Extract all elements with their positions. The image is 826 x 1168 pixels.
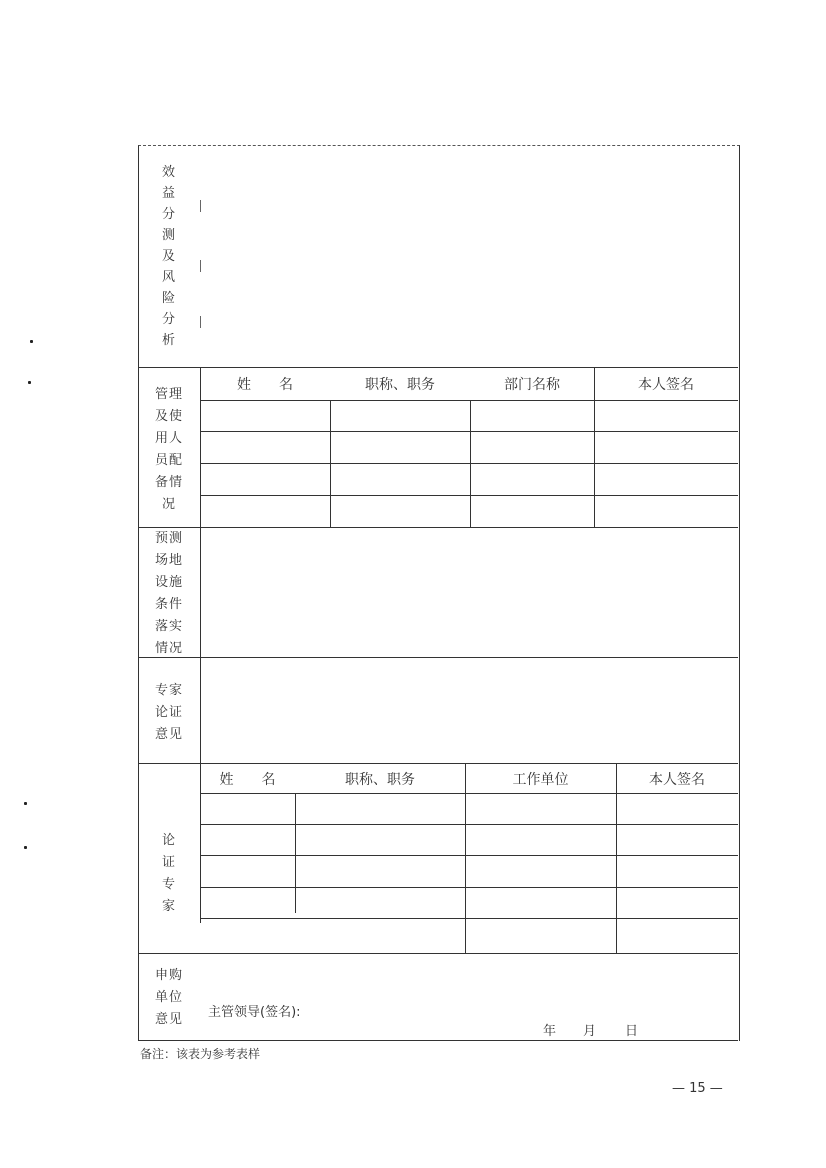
date-month: 月 [583,1024,597,1039]
date-year: 年 [543,1024,557,1039]
section-divider [138,367,738,368]
staff-header-department: 部门名称 [504,377,560,393]
footnote: 备注：该表为参考表样 [140,1047,261,1061]
staff-header-signature: 本人签名 [638,377,694,393]
table-row-divider [200,887,738,888]
section-divider [138,657,738,658]
date-day: 日 [625,1024,639,1039]
form-bottom-border [138,1040,738,1041]
form-frame [138,145,740,1041]
scan-speck [28,381,31,384]
scan-speck [30,340,33,343]
experts-col-divider [295,793,296,913]
staff-allocation-label: 管理 及使 用人 员配 备情 况 [154,387,183,512]
staff-header-name: 姓 名 [237,377,293,393]
table-row-divider [200,431,738,432]
section-divider [138,527,738,528]
experts-col-divider [616,763,617,953]
staff-header-title: 职称、职务 [365,377,435,393]
table-row-divider [200,918,738,919]
experts-header-title: 职称、职务 [345,772,415,788]
table-row-divider [200,400,738,401]
experts-header-name: 姓 名 [219,772,276,788]
scan-speck [24,846,27,849]
risk-analysis-label: 效 益 分 测 及 风 险 分 析 [161,165,176,348]
label-column-divider [200,657,201,763]
experts-col-divider [465,763,466,953]
experts-header-employer: 工作单位 [512,772,569,788]
section-divider [138,953,738,954]
scan-speck [24,802,27,805]
experts-header-signature: 本人签名 [649,772,705,788]
label-column-divider [200,527,201,657]
table-row-divider [200,495,738,496]
table-row-divider [200,855,738,856]
site-conditions-label: 预测 场地 设施 条件 落实 情况 [154,531,183,656]
page-number: — 15 — [672,1081,723,1096]
divider-tick [200,200,201,212]
table-row-divider [200,824,738,825]
table-row-divider [200,793,738,794]
divider-tick [200,260,201,272]
supervisor-signature-label: 主管领导(签名): [208,1005,301,1020]
table-row-divider [200,463,738,464]
experts-label: 论 证 专 家 [161,833,176,914]
expert-opinion-label: 专家 论证 意见 [154,683,183,742]
unit-opinion-label: 申购 单位 意见 [154,968,183,1027]
divider-tick [200,316,201,328]
section-divider [138,763,738,764]
